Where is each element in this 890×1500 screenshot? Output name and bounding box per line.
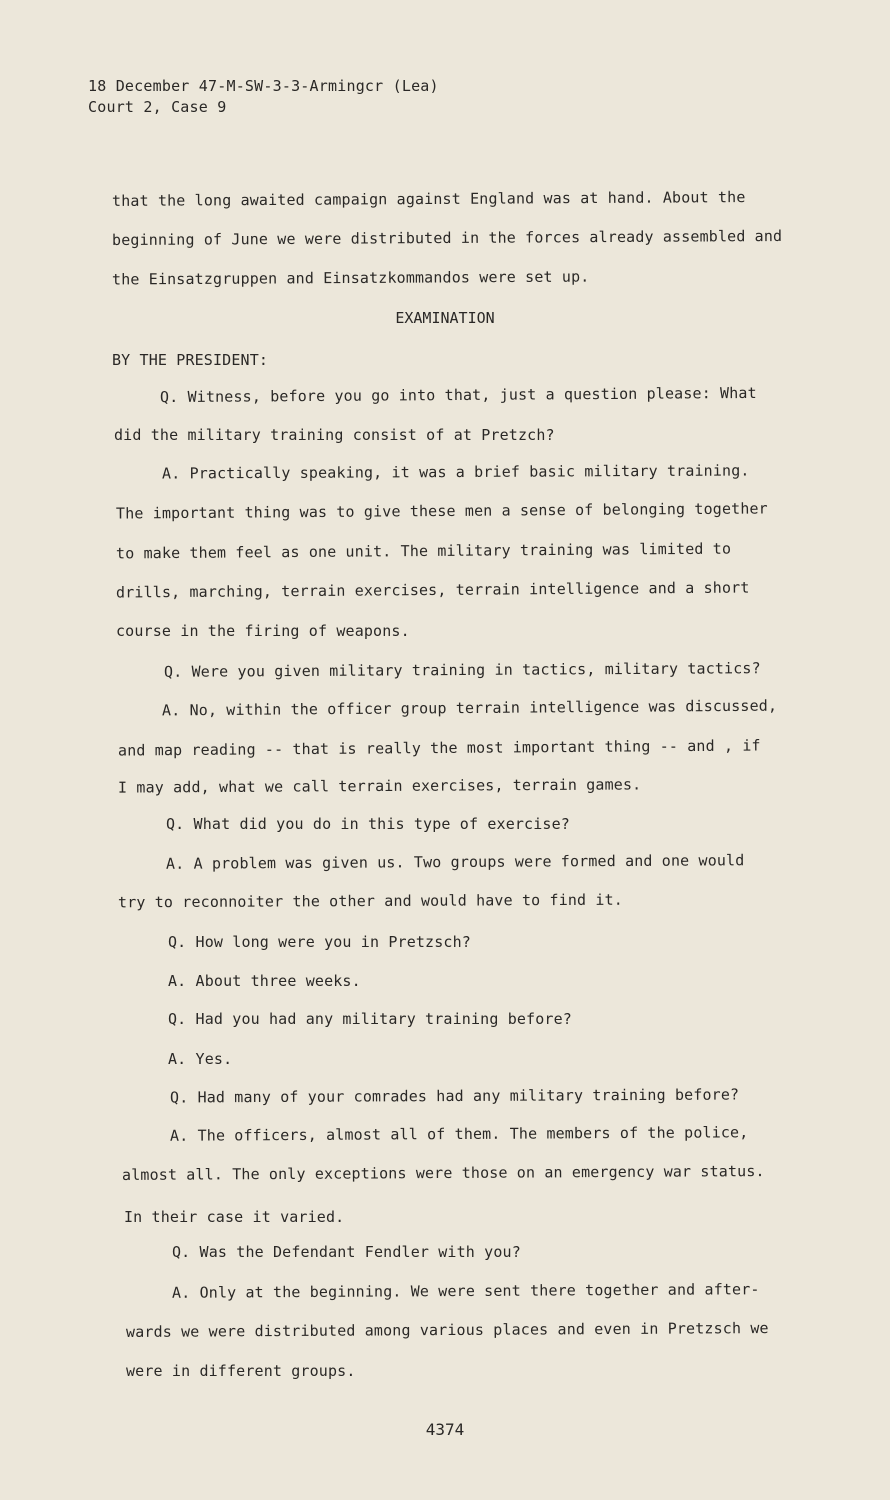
text-line: wards we were distributed among various places and even in Pretzsch we	[125, 1319, 769, 1341]
text-line: course in the firing of weapons.	[116, 622, 410, 640]
question-line: Q. What did you do in this type of exercise?	[166, 815, 570, 833]
speaker-heading: BY THE PRESIDENT:	[112, 351, 269, 369]
answer-line: A. The officers, almost all of them. The members of the police,	[169, 1123, 749, 1145]
answer-line: A. About three weeks.	[168, 972, 361, 990]
text-line: The important thing was to give these men a sense of belonging together	[115, 499, 768, 523]
text-line: I may add, what we call terrain exercises, terrain games.	[117, 775, 642, 797]
question-line: Q. Had you had any military training before?	[168, 1010, 572, 1028]
question-line: Q. Were you given military training in tactics, military tactics?	[163, 659, 761, 681]
text-line: almost all. The only exceptions were those on an emergency war status.	[121, 1162, 765, 1184]
question-line: Q. How long were you in Pretzsch?	[168, 933, 471, 951]
text-line: drills, marching, terrain exercises, terrain intelligence and a short	[115, 578, 750, 602]
text-line: that the long awaited campaign against England was at hand. About the	[111, 188, 746, 210]
text-line: were in different groups.	[126, 1362, 356, 1380]
question-line: Q. Was the Defendant Fendler with you?	[172, 1243, 521, 1261]
answer-line: A. A problem was given us. Two groups were formed and one would	[165, 851, 745, 873]
document-header	[88, 76, 439, 118]
text-line: the Einsatzgruppen and Einsatzkommandos were set up.	[111, 267, 590, 289]
question-line: Q. Had many of your comrades had any military training before?	[169, 1085, 740, 1107]
text-line: and map reading -- that is really the most important thing -- and , if	[117, 736, 761, 760]
answer-line: A. Only at the beginning. We were sent there together and after-	[171, 1280, 760, 1302]
question-line: Q. Witness, before you go into that, just a question please: What	[159, 383, 757, 407]
text-line: try to reconnoiter the other and would have to find it.	[117, 890, 623, 912]
text-line: In their case it varied.	[124, 1208, 345, 1226]
text-line: beginning of June we were distributed in the forces already assembled and	[111, 226, 783, 250]
text-line: did the military training consist of at Pretzch?	[114, 426, 555, 444]
header-date-reference: 18 December 47-M-SW-3-3-Armingcr (Lea)	[88, 77, 439, 95]
header-court-case: Court 2, Case 9	[88, 98, 227, 116]
page-number: 4374	[425, 1420, 465, 1439]
answer-line: A. Practically speaking, it was a brief basic military training.	[161, 461, 750, 483]
answer-line: A. No, within the officer group terrain intelligence was discussed,	[161, 696, 778, 720]
section-heading-examination: EXAMINATION	[395, 309, 495, 327]
answer-line: A. Yes.	[168, 1050, 233, 1068]
text-line: to make them feel as one unit. The military training was limited to	[115, 539, 732, 563]
